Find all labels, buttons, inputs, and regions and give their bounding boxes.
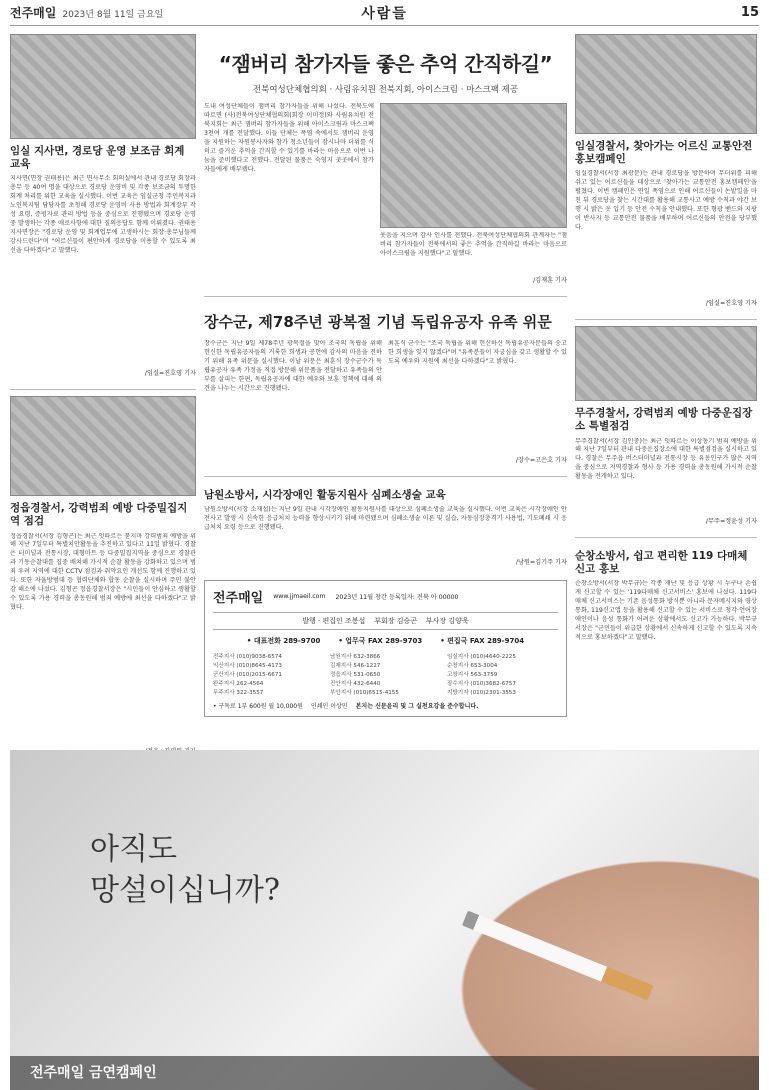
masthead-info: 2023년 11월 창간 등록일자: 전북 아 00000	[335, 594, 459, 602]
center-column	[204, 34, 567, 773]
article-body: 무주경찰서(서장 김인중)는 최근 잇따르는 이상동기 범죄 예방을 위해 지난 7일부터 관내 다중운집장소에 대한 특별점검을 실시하고 있다. 경찰은 무주읍 버스터미널과 전통시장 등 유동인구가 많은 지역을 중심으로 지역경찰과 형사 등 가용 경력을 총동원해 가시적 순찰 활동을 전개하고 있다.	[575, 437, 757, 481]
article-subtitle: 전북여성단체협의회 · 사림유치원 전북지회, 아이스크림 · 마스크팩 제공	[252, 85, 519, 95]
article-photo	[575, 34, 757, 134]
article-body: 임실경찰서(서장 최광문)는 관내 경로당을 방문하며 무더위를 피해 쉬고 있는 어르신들을 대상으로 '찾아가는 교통안전 홍보캠페인'을 펼쳤다. 이번 캠페인은 연일 폭염으로 인해 어르신들이 논밭일을 마친 뒤 경로당을 찾는 시간대를 활용해 교통사고 예방 수칙과 야간 보행 시 밝은 옷 입기 등 안전 수칙을 안내했다. 또한 형광 밴드와 지팡이 반사지 등 교통안전 물품을 배부하며 어르신들의 안전을 당부했다.	[575, 170, 757, 232]
article-photo	[10, 34, 196, 139]
bureau-item: 정읍지사 531-0650	[330, 672, 381, 679]
anti-smoking-ad	[10, 750, 759, 1090]
bureau-item: 순창지사 653-3004	[447, 663, 498, 670]
bureau-item: 전주지사 (010)9038-6574	[213, 654, 282, 661]
bureau-item: 고창지사 563-3759	[447, 672, 498, 679]
bureau-item: 장수지사 (010)3682-6757	[447, 681, 516, 688]
article-headline: 장수군, 제78주년 광복절 기념 독립유공자 유족 위문	[204, 313, 552, 331]
brand-name: 전주매일	[10, 6, 57, 20]
article-headline: 남원소방서, 시각장애인 활동지원사 심폐소생술 교육	[204, 489, 446, 501]
masthead-url: www.jjmaeil.com	[273, 593, 326, 601]
article-headline: “잼버리 참가자들 좋은 추억 간직하길”	[218, 52, 553, 76]
article-body: 남원소방서(서장 소재섭)는 지난 9일 관내 시각장애인 활동지원사를 대상으로 심폐소생술 교육을 실시했다. 이번 교육은 시각장애인 안전사고 발생 시 신속한 응급처치 능력을 향상시키기 위해 마련됐으며 심폐소생술 이론 및 실습, 자동심장충격기 사용법, 기도폐쇄 시 응급처치 요령 등으로 진행됐다.	[204, 506, 567, 532]
bureau-item: 김제지사 546-1227	[330, 663, 381, 670]
bureau-item: 군산지사 (010)2015-6671	[213, 672, 282, 679]
bureau-item: 진안지사 432-6440	[330, 681, 381, 688]
bureau-item: 지방기자 (010)2301-3553	[447, 690, 516, 697]
article-byline: /임실=진호영 기자	[144, 370, 196, 378]
ad-campaign-label: 전주매일 금연캠페인	[30, 1065, 157, 1081]
right-column	[575, 34, 757, 773]
masthead-logo: 전주매일	[213, 591, 264, 607]
article-body: 최훈식 군수는 "조국 독립을 위해 헌신하신 독립유공자분들의 숭고한 희생을 잊지 않겠다"며 "유족분들이 자긍심을 갖고 생활할 수 있도록 예우와 지원에 최선을 다하겠다"고 밝혔다.	[388, 340, 567, 365]
bureau-item: 부안지사 (010)6515-4155	[330, 690, 399, 697]
article-headline: 임실 지사면, 경로당 운영 보조금 회계 교육	[10, 145, 185, 171]
bureau-item: 남원지사 632-3866	[330, 654, 381, 661]
bureau-item: 무주지사 322-3557	[213, 690, 264, 697]
article-body: 순창소방서(서장 박무규)는 각종 재난 및 응급 상황 시 누구나 손쉽게 신고할 수 있는 '119다매체 신고서비스' 홍보에 나섰다. 119다매체 신고서비스는 기존 음성통화 방식뿐 아니라 문자메시지와 영상통화, 119신고앱 등을 활용해 신고할 수 있는 서비스로 청각·언어장애인이나 음성 통화가 어려운 상황에서도 신고가 가능하다. 박무규 서장은 "군민들이 위급한 상황에서 신속하게 신고할 수 있도록 지속적으로 홍보하겠다"고 말했다.	[575, 579, 757, 641]
article-body: 도내 여성단체들이 잼버리 참가자들을 위해 나섰다. 전북도에 따르면 (사)전북여성단체협의회(회장 이미정)와 사림유치원 전북지회는 최근 잼버리 참가자들을 위해 아이스크림과 마스크팩 3천여 개를 전달했다. 이들 단체는 폭염 속에서도 잼버리 운영을 지원하는 자원봉사자와 참가 청소년들이 잠시나마 더위를 식히고 즐거운 추억을 간직할 수 있기를 바라는 마음으로 이번 나눔을 준비했다고 전했다. 전달된 물품은 숙영지 곳곳에서 참가자들에게 배부됐다.	[204, 103, 374, 173]
article-byline: /무주=정윤성 기자	[705, 517, 757, 525]
article-byline: /김재훈 기자	[533, 277, 567, 284]
masthead-phones: • 대표전화 289-9700 • 업무국 FAX 289-9703 • 편집국 FAX 289-9704	[246, 637, 525, 646]
article-headline: 무주경찰서, 강력범죄 예방 다중운집장소 특별점검	[575, 407, 753, 433]
bureau-list	[213, 652, 558, 696]
page-number: 15	[740, 5, 759, 20]
left-column	[10, 34, 196, 773]
article-headline: 정읍경찰서, 강력범죄 예방 다중밀집지역 점검	[10, 502, 188, 528]
bureau-item: 익산지사 (010)8645-4173	[213, 663, 282, 670]
bureau-item: 임실지사 (010)4640-2225	[447, 654, 516, 661]
article-headline: 임실경찰서, 찾아가는 어르신 교통안전 홍보캠페인	[575, 140, 753, 166]
masthead	[204, 580, 567, 717]
article-byline: /남원=김기주 기자	[515, 559, 567, 567]
article-body: 정읍경찰서(서장 김형곤)는 최근 잇따르는 묻지마 강력범죄 예방을 위해 지난 7일부터 특별치안활동을 추진하고 있다고 11일 밝혔다. 경찰은 터미널과 전통시장, 대형마트 등 다중밀집지역을 중심으로 경찰관과 기동순찰대를 집중 배치해 가시적 순찰 활동을 강화하고 있으며 범죄 우려 지역에 대한 CCTV 점검과 취약요인 개선도 함께 진행하고 있다. 또한 자율방범대 등 협력단체와 합동 순찰을 실시하며 주민 불안감 해소에 나섰다. 김형곤 정읍경찰서장은 "시민들이 안심하고 생활할 수 있도록 가용 경력을 총동원해 범죄 예방에 최선을 다하겠다"고 밝혔다.	[10, 532, 196, 612]
article-body: 장수군은 지난 9일 제78주년 광복절을 맞아 조국의 독립을 위해 헌신한 독립유공자들의 거룩한 희생과 공헌에 감사의 마음을 전하기 위해 유족 위문을 실시했다. 이날 위문은 최훈식 장수군수가 독립유공자 유족 가정을 직접 방문해 위문품을 전달하고 유족들의 안부를 살피는 한편, 독립유공자에 대한 예우와 보훈 정책에 대해 의견을 나누는 시간으로 진행됐다.	[204, 340, 382, 392]
masthead-staff: 발행 · 편집인 조봉섭 부회장 김승곤 부사장 김양욱	[213, 612, 558, 630]
article-columns	[10, 34, 759, 773]
article-photo	[380, 103, 567, 228]
article-byline: /임실=진호영 기자	[705, 300, 757, 308]
article-photo	[10, 396, 196, 496]
page-header	[10, 0, 759, 26]
article-photo	[575, 326, 757, 401]
article-body: 웃음을 지으며 감사 인사를 전했다. 전북여성단체협의회 관계자는 "잼버리 참가자들이 전북에서의 좋은 추억을 간직하길 바라는 마음으로 아이스크림을 지원했다"고 말했다.	[380, 232, 567, 257]
masthead-footer: • 구독료 1부 600원 월 10,000원 인쇄인 이상민 본지는 신문윤리 및 그 실천요강을 준수합니다.	[213, 703, 479, 711]
ad-headline: 아직도 망설이십니까?	[90, 832, 280, 908]
bureau-item: 완주지사 262-4564	[213, 681, 264, 688]
section-title: 사람들	[361, 5, 408, 22]
article-headline: 순창소방서, 쉽고 편리한 119 다매체 신고 홍보	[575, 549, 748, 575]
article-byline: /장수=고은호 기자	[515, 457, 567, 464]
issue-date: 2023년 8월 11일 금요일	[62, 10, 164, 20]
article-body: 지사면(면장 권태용)은 최근 면사무소 회의실에서 관내 경로당 회장과 총무 등 40여 명을 대상으로 경로당 운영비 및 각종 보조금의 투명한 회계 처리를 위한 교육을 실시했다. 이번 교육은 임실군청 주민복지과 노인복지팀 담당자를 초청해 경로당 운영비 사용 방법과 회계장부 작성 요령, 증빙자료 관리 방법 등을 중심으로 진행됐으며 경로당 운영 중 발생하는 각종 애로사항에 대한 질의응답도 함께 이뤄졌다. 권태용 지사면장은 "경로당 운영 및 회계업무에 고생하시는 회장·총무님들께 감사드린다"며 "어르신들이 편안하게 경로당을 이용할 수 있도록 최선을 다하겠다"고 말했다.	[10, 175, 196, 255]
